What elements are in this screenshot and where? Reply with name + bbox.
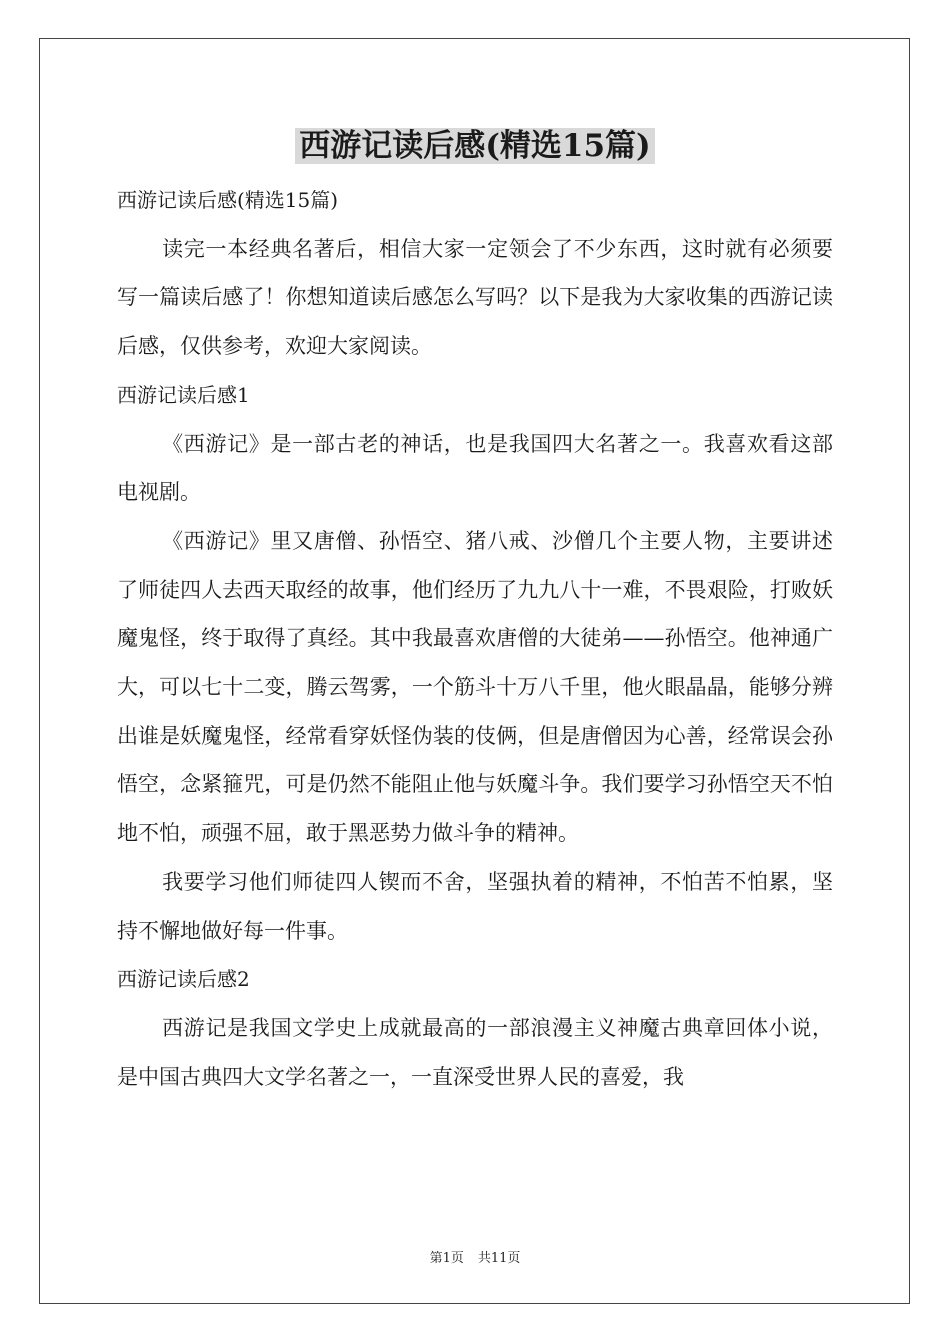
document-title-text: 西游记读后感(精选15篇): [295, 128, 654, 164]
paragraph-body: 西游记是我国文学史上成就最高的一部浪漫主义神魔古典章回体小说，是中国古典四大文学名著之一，一直深受世界人民的喜爱，我: [117, 1015, 833, 1089]
page-number: 第1页: [429, 1251, 464, 1266]
paragraph-heading: 西游记读后感(精选15篇): [117, 188, 339, 212]
paragraph-body: 我要学习他们师徒四人锲而不舍，坚强执着的精神，不怕苦不怕累，坚持不懈地做好每一件事。: [117, 869, 833, 943]
paragraph-heading: 西游记读后感1: [117, 382, 250, 407]
page-footer: [0, 1247, 950, 1266]
document-title: [0, 122, 950, 170]
paragraph-body: 读完一本经典名著后，相信大家一定领会了不少东西，这时就有必须要写一篇读后感了！你想知道读后感怎么写吗？以下是我为大家收集的西游记读后感，仅供参考，欢迎大家阅读。: [117, 236, 833, 359]
paragraph-heading: 西游记读后感2: [117, 967, 250, 992]
paragraph-body: 《西游记》里又唐僧、孙悟空、猪八戒、沙僧几个主要人物，主要讲述了师徒四人去西天取经的故事，他们经历了九九八十一难，不畏艰险，打败妖魔鬼怪，终于取得了真经。其中我最喜欢唐僧的大徒弟——孙悟空。他神通广大，可以七十二变，腾云驾雾，一个筋斗十万八千里，他火眼晶晶，能够分辨出谁是妖魔鬼怪，经常看穿妖怪伪装的伎俩，但是唐僧因为心善，经常误会孙悟空，念紧箍咒，可是仍然不能阻止他与妖魔斗争。我们要学习孙悟空天不怕地不怕，顽强不屈，敢于黑恶势力做斗争的精神。: [117, 528, 833, 846]
document-body: [117, 176, 833, 1101]
page-total: 共11页: [477, 1251, 521, 1266]
paragraph-body: 《西游记》是一部古老的神话，也是我国四大名著之一。我喜欢看这部电视剧。: [117, 431, 833, 505]
